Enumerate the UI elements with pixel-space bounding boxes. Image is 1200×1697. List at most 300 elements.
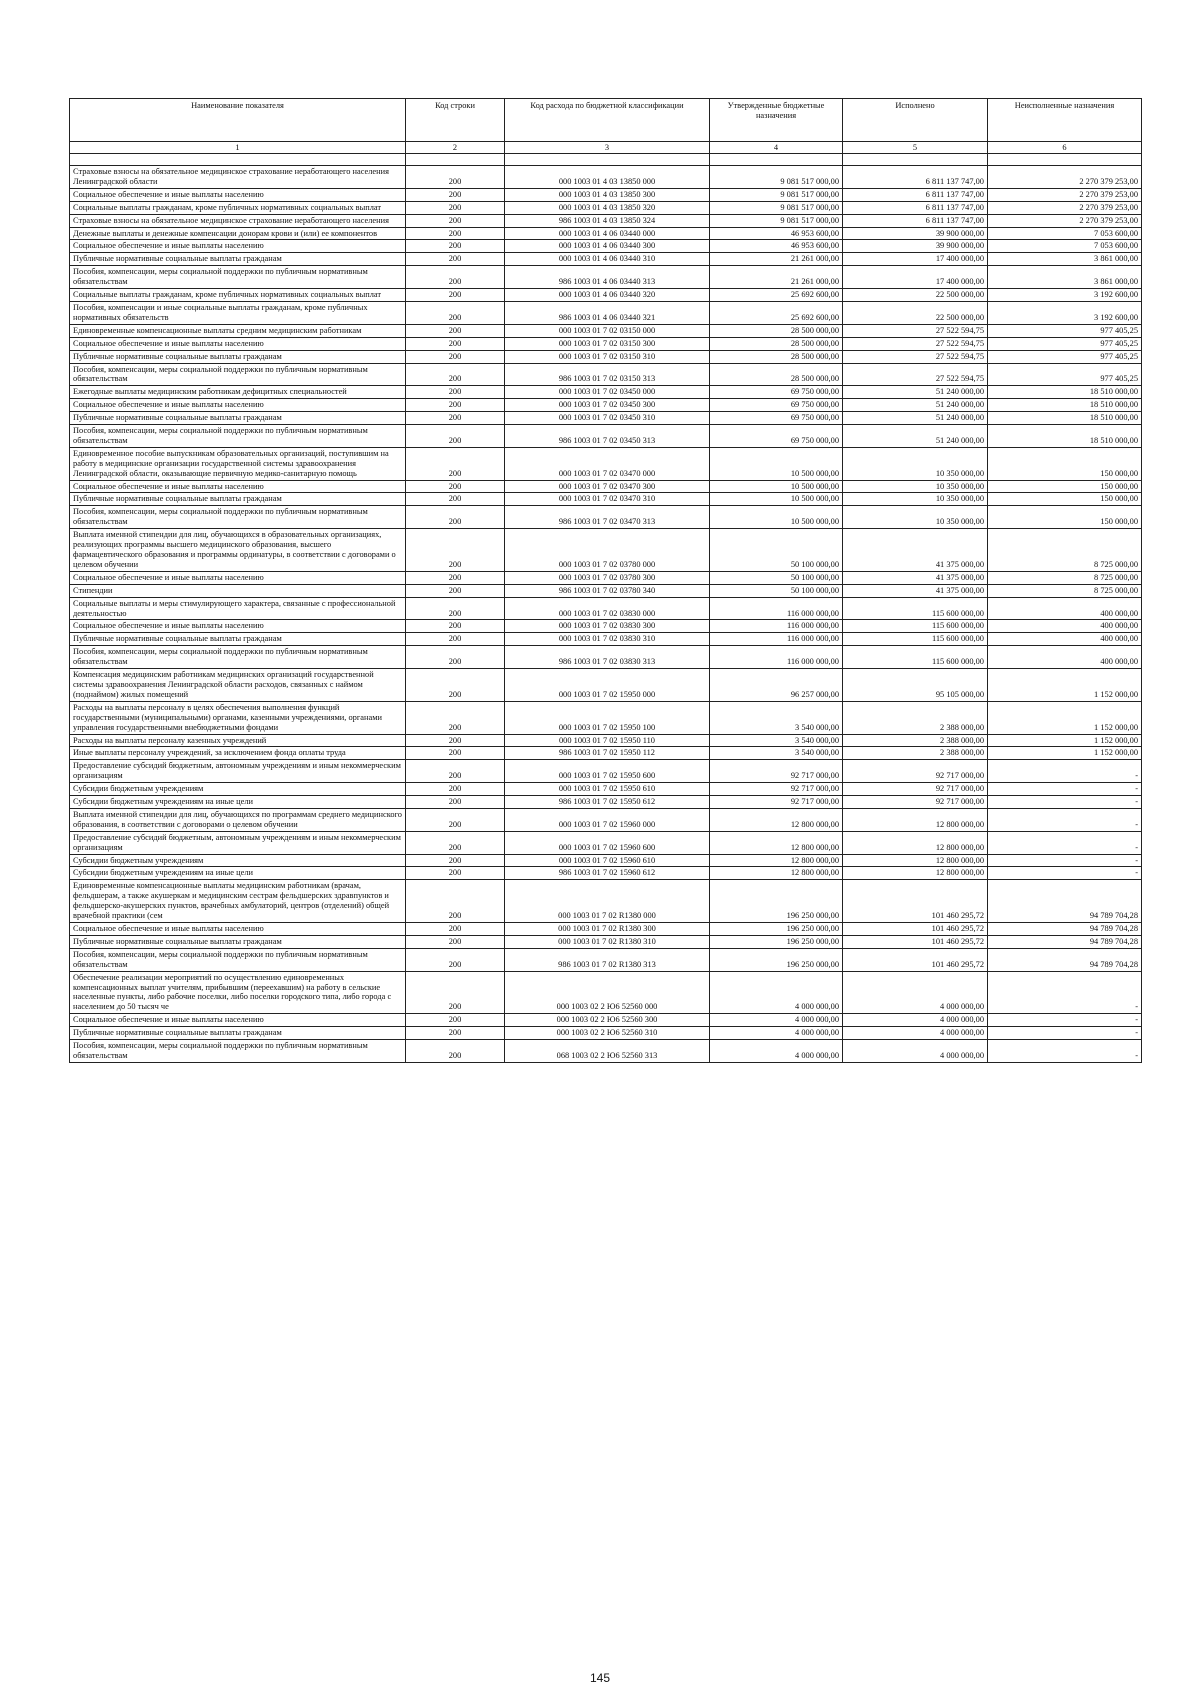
unexecuted-amount: 2 270 379 253,00 [988, 188, 1142, 201]
table-row [70, 201, 1142, 214]
executed-amount: 2 388 000,00 [843, 701, 988, 734]
unexecuted-amount: - [988, 1040, 1142, 1063]
approved-amount: 3 540 000,00 [710, 734, 843, 747]
classification-code: 000 1003 01 7 02 03780 000 [505, 529, 710, 572]
executed-amount: 92 717 000,00 [843, 760, 988, 783]
unexecuted-amount: - [988, 783, 1142, 796]
indicator-name: Единовременные компенсационные выплаты медицинским работникам (врачам, фельдшерам, а также акушеркам и медицинским сестрам фельдшерских здравпунктов и фельдшерско-акушерских пунктов, врачебных амбулаторий, центров (отделений) общей врачебной практики (сем [70, 880, 406, 923]
approved-amount: 12 800 000,00 [710, 854, 843, 867]
approved-amount: 4 000 000,00 [710, 1027, 843, 1040]
approved-amount: 116 000 000,00 [710, 633, 843, 646]
unexecuted-amount: 150 000,00 [988, 493, 1142, 506]
unexecuted-amount: 3 861 000,00 [988, 253, 1142, 266]
table-row [70, 760, 1142, 783]
table-row [70, 747, 1142, 760]
classification-code: 000 1003 01 4 03 13850 000 [505, 166, 710, 189]
line-code: 200 [406, 1014, 505, 1027]
executed-amount: 4 000 000,00 [843, 1040, 988, 1063]
header-line-code: Код строки [406, 99, 505, 142]
line-code: 200 [406, 227, 505, 240]
executed-amount: 41 375 000,00 [843, 529, 988, 572]
approved-amount: 4 000 000,00 [710, 1014, 843, 1027]
unexecuted-amount: - [988, 867, 1142, 880]
indicator-name: Ежегодные выплаты медицинским работникам дефицитных специальностей [70, 386, 406, 399]
approved-amount: 9 081 517 000,00 [710, 166, 843, 189]
approved-amount: 50 100 000,00 [710, 529, 843, 572]
table-row [70, 337, 1142, 350]
executed-amount: 27 522 594,75 [843, 363, 988, 386]
executed-amount: 27 522 594,75 [843, 350, 988, 363]
executed-amount: 4 000 000,00 [843, 1014, 988, 1027]
line-code: 200 [406, 948, 505, 971]
approved-amount: 50 100 000,00 [710, 571, 843, 584]
table-row [70, 633, 1142, 646]
unexecuted-amount: - [988, 1014, 1142, 1027]
table-row [70, 701, 1142, 734]
approved-amount: 196 250 000,00 [710, 935, 843, 948]
unexecuted-amount: 400 000,00 [988, 597, 1142, 620]
line-code: 200 [406, 214, 505, 227]
executed-amount: 12 800 000,00 [843, 854, 988, 867]
table-row [70, 227, 1142, 240]
line-code: 200 [406, 337, 505, 350]
approved-amount: 12 800 000,00 [710, 867, 843, 880]
table-row [70, 363, 1142, 386]
line-code: 200 [406, 808, 505, 831]
indicator-name: Пособия, компенсации, меры социальной поддержки по публичным нормативным обязательствам [70, 1040, 406, 1063]
line-code: 200 [406, 597, 505, 620]
line-code: 200 [406, 412, 505, 425]
classification-code: 986 1003 01 7 02 03830 313 [505, 646, 710, 669]
line-code: 200 [406, 747, 505, 760]
executed-amount: 22 500 000,00 [843, 301, 988, 324]
classification-code: 986 1003 01 7 02 R1380 313 [505, 948, 710, 971]
executed-amount: 6 811 137 747,00 [843, 188, 988, 201]
line-code: 200 [406, 201, 505, 214]
indicator-name: Социальные выплаты и меры стимулирующего характера, связанные с профессиональной деятельностью [70, 597, 406, 620]
unexecuted-amount: 1 152 000,00 [988, 734, 1142, 747]
indicator-name: Социальные выплаты гражданам, кроме публичных нормативных социальных выплат [70, 201, 406, 214]
table-row [70, 188, 1142, 201]
table-row [70, 350, 1142, 363]
line-code: 200 [406, 289, 505, 302]
table-row [70, 506, 1142, 529]
classification-code: 000 1003 01 4 06 03440 000 [505, 227, 710, 240]
unexecuted-amount: 3 861 000,00 [988, 266, 1142, 289]
unexecuted-amount: - [988, 808, 1142, 831]
table-row [70, 240, 1142, 253]
indicator-name: Расходы на выплаты персоналу в целях обеспечения выполнения функций государственными (муниципальными) органами, казенными учреждениями, органами управления государственными внебюджетными фондами [70, 701, 406, 734]
approved-amount: 116 000 000,00 [710, 646, 843, 669]
approved-amount: 28 500 000,00 [710, 350, 843, 363]
unexecuted-amount: 18 510 000,00 [988, 425, 1142, 448]
line-code: 200 [406, 188, 505, 201]
unexecuted-amount: - [988, 1027, 1142, 1040]
indicator-name: Компенсация медицинским работникам медицинских организаций государственной системы здравоохранения Ленинградской области расходов, связанных с наймом (поднаймом) жилых помещений [70, 669, 406, 702]
executed-amount: 101 460 295,72 [843, 935, 988, 948]
approved-amount: 116 000 000,00 [710, 620, 843, 633]
executed-amount: 22 500 000,00 [843, 289, 988, 302]
executed-amount: 92 717 000,00 [843, 783, 988, 796]
executed-amount: 51 240 000,00 [843, 412, 988, 425]
approved-amount: 69 750 000,00 [710, 386, 843, 399]
approved-amount: 10 500 000,00 [710, 480, 843, 493]
column-number: 4 [710, 142, 843, 154]
indicator-name: Денежные выплаты и денежные компенсации донорам крови и (или) ее компонентов [70, 227, 406, 240]
table-row [70, 971, 1142, 1014]
unexecuted-amount: 94 789 704,28 [988, 935, 1142, 948]
classification-code: 068 1003 02 2 Ю6 52560 313 [505, 1040, 710, 1063]
line-code: 200 [406, 363, 505, 386]
executed-amount: 17 400 000,00 [843, 266, 988, 289]
classification-code: 000 1003 01 7 02 R1380 000 [505, 880, 710, 923]
unexecuted-amount: - [988, 760, 1142, 783]
table-row [70, 493, 1142, 506]
unexecuted-amount: 18 510 000,00 [988, 399, 1142, 412]
table-row [70, 425, 1142, 448]
unexecuted-amount: 7 053 600,00 [988, 227, 1142, 240]
classification-code: 986 1003 01 7 02 15950 112 [505, 747, 710, 760]
executed-amount: 6 811 137 747,00 [843, 166, 988, 189]
executed-amount: 12 800 000,00 [843, 867, 988, 880]
classification-code: 000 1003 01 7 02 03450 000 [505, 386, 710, 399]
table-row [70, 301, 1142, 324]
classification-code: 000 1003 01 7 02 03150 000 [505, 324, 710, 337]
approved-amount: 196 250 000,00 [710, 880, 843, 923]
executed-amount: 17 400 000,00 [843, 253, 988, 266]
executed-amount: 101 460 295,72 [843, 948, 988, 971]
line-code: 200 [406, 493, 505, 506]
indicator-name: Социальное обеспечение и иные выплаты населению [70, 337, 406, 350]
column-number: 3 [505, 142, 710, 154]
line-code: 200 [406, 760, 505, 783]
table-row [70, 386, 1142, 399]
classification-code: 000 1003 01 7 02 15950 610 [505, 783, 710, 796]
unexecuted-amount: 2 270 379 253,00 [988, 166, 1142, 189]
unexecuted-amount: 400 000,00 [988, 633, 1142, 646]
line-code: 200 [406, 734, 505, 747]
column-number: 5 [843, 142, 988, 154]
approved-amount: 3 540 000,00 [710, 701, 843, 734]
approved-amount: 12 800 000,00 [710, 808, 843, 831]
classification-code: 000 1003 02 2 Ю6 52560 310 [505, 1027, 710, 1040]
executed-amount: 41 375 000,00 [843, 584, 988, 597]
executed-amount: 10 350 000,00 [843, 447, 988, 480]
table-body [70, 166, 1142, 1063]
unexecuted-amount: 2 270 379 253,00 [988, 201, 1142, 214]
classification-code: 000 1003 01 7 02 15960 600 [505, 831, 710, 854]
approved-amount: 4 000 000,00 [710, 1040, 843, 1063]
table-row [70, 214, 1142, 227]
classification-code: 000 1003 01 7 02 03450 300 [505, 399, 710, 412]
approved-amount: 4 000 000,00 [710, 971, 843, 1014]
line-code: 200 [406, 480, 505, 493]
classification-code: 000 1003 02 2 Ю6 52560 300 [505, 1014, 710, 1027]
table-row [70, 646, 1142, 669]
header-unexecuted: Неисполненные назначения [988, 99, 1142, 142]
indicator-name: Предоставление субсидий бюджетным, автономным учреждениям и иным некоммерческим организациям [70, 831, 406, 854]
header-spacer-row [70, 154, 1142, 166]
line-code: 200 [406, 831, 505, 854]
column-number: 2 [406, 142, 505, 154]
column-number: 1 [70, 142, 406, 154]
line-code: 200 [406, 584, 505, 597]
unexecuted-amount: 8 725 000,00 [988, 584, 1142, 597]
classification-code: 986 1003 01 7 02 03470 313 [505, 506, 710, 529]
approved-amount: 196 250 000,00 [710, 948, 843, 971]
approved-amount: 46 953 600,00 [710, 227, 843, 240]
line-code: 200 [406, 646, 505, 669]
approved-amount: 46 953 600,00 [710, 240, 843, 253]
line-code: 200 [406, 854, 505, 867]
unexecuted-amount: 1 152 000,00 [988, 701, 1142, 734]
table-row [70, 253, 1142, 266]
indicator-name: Публичные нормативные социальные выплаты гражданам [70, 412, 406, 425]
table-row [70, 529, 1142, 572]
unexecuted-amount: 400 000,00 [988, 646, 1142, 669]
line-code: 200 [406, 447, 505, 480]
approved-amount: 69 750 000,00 [710, 399, 843, 412]
indicator-name: Пособия, компенсации, меры социальной поддержки по публичным нормативным обязательствам [70, 266, 406, 289]
unexecuted-amount: 150 000,00 [988, 506, 1142, 529]
unexecuted-amount: 977 405,25 [988, 363, 1142, 386]
executed-amount: 51 240 000,00 [843, 425, 988, 448]
header-executed: Исполнено [843, 99, 988, 142]
indicator-name: Социальное обеспечение и иные выплаты населению [70, 188, 406, 201]
line-code: 200 [406, 620, 505, 633]
unexecuted-amount: 18 510 000,00 [988, 386, 1142, 399]
table-row [70, 734, 1142, 747]
approved-amount: 9 081 517 000,00 [710, 214, 843, 227]
unexecuted-amount: 3 192 600,00 [988, 289, 1142, 302]
line-code: 200 [406, 324, 505, 337]
indicator-name: Субсидии бюджетным учреждениям на иные цели [70, 867, 406, 880]
classification-code: 000 1003 01 7 02 R1380 310 [505, 935, 710, 948]
line-code: 200 [406, 880, 505, 923]
unexecuted-amount: - [988, 971, 1142, 1014]
approved-amount: 10 500 000,00 [710, 506, 843, 529]
line-code: 200 [406, 701, 505, 734]
table-row [70, 831, 1142, 854]
classification-code: 986 1003 01 7 02 03150 313 [505, 363, 710, 386]
approved-amount: 9 081 517 000,00 [710, 201, 843, 214]
line-code: 200 [406, 971, 505, 1014]
unexecuted-amount: 8 725 000,00 [988, 529, 1142, 572]
indicator-name: Социальное обеспечение и иные выплаты населению [70, 1014, 406, 1027]
indicator-name: Социальное обеспечение и иные выплаты населению [70, 620, 406, 633]
executed-amount: 115 600 000,00 [843, 633, 988, 646]
line-code: 200 [406, 386, 505, 399]
classification-code: 000 1003 01 7 02 15950 100 [505, 701, 710, 734]
executed-amount: 101 460 295,72 [843, 923, 988, 936]
classification-code: 986 1003 01 7 02 03780 340 [505, 584, 710, 597]
classification-code: 000 1003 01 7 02 15960 610 [505, 854, 710, 867]
indicator-name: Социальное обеспечение и иные выплаты населению [70, 399, 406, 412]
indicator-name: Публичные нормативные социальные выплаты гражданам [70, 350, 406, 363]
executed-amount: 51 240 000,00 [843, 386, 988, 399]
line-code: 200 [406, 669, 505, 702]
line-code: 200 [406, 867, 505, 880]
classification-code: 986 1003 01 4 06 03440 321 [505, 301, 710, 324]
table-row [70, 584, 1142, 597]
line-code: 200 [406, 301, 505, 324]
classification-code: 000 1003 01 7 02 15950 000 [505, 669, 710, 702]
executed-amount: 27 522 594,75 [843, 337, 988, 350]
executed-amount: 39 900 000,00 [843, 240, 988, 253]
unexecuted-amount: 977 405,25 [988, 324, 1142, 337]
unexecuted-amount: 1 152 000,00 [988, 747, 1142, 760]
classification-code: 000 1003 01 4 06 03440 300 [505, 240, 710, 253]
classification-code: 000 1003 01 4 06 03440 320 [505, 289, 710, 302]
indicator-name: Обеспечение реализации мероприятий по осуществлению единовременных компенсационных выплат учителям, прибывшим (переехавшим) на работу в сельские населенные пункты, либо рабочие поселки, либо поселки городского типа, либо города с населением до 50 тысяч че [70, 971, 406, 1014]
indicator-name: Субсидии бюджетным учреждениям на иные цели [70, 796, 406, 809]
indicator-name: Публичные нормативные социальные выплаты гражданам [70, 1027, 406, 1040]
approved-amount: 116 000 000,00 [710, 597, 843, 620]
executed-amount: 51 240 000,00 [843, 399, 988, 412]
unexecuted-amount: 94 789 704,28 [988, 948, 1142, 971]
unexecuted-amount: 8 725 000,00 [988, 571, 1142, 584]
classification-code: 000 1003 01 7 02 03150 300 [505, 337, 710, 350]
indicator-name: Пособия, компенсации, меры социальной поддержки по публичным нормативным обязательствам [70, 948, 406, 971]
classification-code: 000 1003 01 7 02 R1380 300 [505, 923, 710, 936]
approved-amount: 3 540 000,00 [710, 747, 843, 760]
line-code: 200 [406, 350, 505, 363]
classification-code: 000 1003 01 7 02 15950 600 [505, 760, 710, 783]
line-code: 200 [406, 923, 505, 936]
approved-amount: 96 257 000,00 [710, 669, 843, 702]
indicator-name: Иные выплаты персоналу учреждений, за исключением фонда оплаты труда [70, 747, 406, 760]
unexecuted-amount: - [988, 854, 1142, 867]
line-code: 200 [406, 529, 505, 572]
line-code: 200 [406, 571, 505, 584]
executed-amount: 10 350 000,00 [843, 506, 988, 529]
unexecuted-amount: 150 000,00 [988, 480, 1142, 493]
executed-amount: 10 350 000,00 [843, 493, 988, 506]
table-row [70, 480, 1142, 493]
table-row [70, 571, 1142, 584]
indicator-name: Публичные нормативные социальные выплаты гражданам [70, 935, 406, 948]
approved-amount: 21 261 000,00 [710, 266, 843, 289]
approved-amount: 69 750 000,00 [710, 412, 843, 425]
line-code: 200 [406, 253, 505, 266]
line-code: 200 [406, 240, 505, 253]
indicator-name: Пособия, компенсации, меры социальной поддержки по публичным нормативным обязательствам [70, 363, 406, 386]
line-code: 200 [406, 935, 505, 948]
executed-amount: 12 800 000,00 [843, 808, 988, 831]
approved-amount: 28 500 000,00 [710, 363, 843, 386]
classification-code: 000 1003 01 4 06 03440 310 [505, 253, 710, 266]
executed-amount: 6 811 137 747,00 [843, 214, 988, 227]
classification-code: 000 1003 02 2 Ю6 52560 000 [505, 971, 710, 1014]
indicator-name: Социальное обеспечение и иные выплаты населению [70, 923, 406, 936]
classification-code: 986 1003 01 7 02 15960 612 [505, 867, 710, 880]
classification-code: 000 1003 01 7 02 03150 310 [505, 350, 710, 363]
table-row [70, 948, 1142, 971]
header-indicator-name: Наименование показателя [70, 99, 406, 142]
unexecuted-amount: 18 510 000,00 [988, 412, 1142, 425]
unexecuted-amount: 94 789 704,28 [988, 923, 1142, 936]
executed-amount: 4 000 000,00 [843, 971, 988, 1014]
classification-code: 986 1003 01 7 02 15950 612 [505, 796, 710, 809]
table-row [70, 867, 1142, 880]
line-code: 200 [406, 425, 505, 448]
classification-code: 000 1003 01 4 03 13850 320 [505, 201, 710, 214]
executed-amount: 27 522 594,75 [843, 324, 988, 337]
indicator-name: Предоставление субсидий бюджетным, автономным учреждениям и иным некоммерческим организациям [70, 760, 406, 783]
header-budget-classification-code: Код расхода по бюджетной классификации [505, 99, 710, 142]
line-code: 200 [406, 399, 505, 412]
approved-amount: 92 717 000,00 [710, 783, 843, 796]
table-row [70, 1014, 1142, 1027]
unexecuted-amount: 977 405,25 [988, 337, 1142, 350]
indicator-name: Страховые взносы на обязательное медицинское страхование неработающего населения Ленинградской области [70, 166, 406, 189]
executed-amount: 12 800 000,00 [843, 831, 988, 854]
indicator-name: Выплата именной стипендии для лиц, обучающихся по программам среднего медицинского образования, в соответствии с договорами о целевом обучении [70, 808, 406, 831]
executed-amount: 2 388 000,00 [843, 734, 988, 747]
executed-amount: 101 460 295,72 [843, 880, 988, 923]
indicator-name: Социальное обеспечение и иные выплаты населению [70, 571, 406, 584]
approved-amount: 12 800 000,00 [710, 831, 843, 854]
table-row [70, 166, 1142, 189]
indicator-name: Субсидии бюджетным учреждениям [70, 854, 406, 867]
classification-code: 000 1003 01 7 02 03780 300 [505, 571, 710, 584]
approved-amount: 25 692 600,00 [710, 289, 843, 302]
unexecuted-amount: 400 000,00 [988, 620, 1142, 633]
indicator-name: Социальное обеспечение и иные выплаты населению [70, 240, 406, 253]
unexecuted-amount: - [988, 831, 1142, 854]
indicator-name: Социальные выплаты гражданам, кроме публичных нормативных социальных выплат [70, 289, 406, 302]
indicator-name: Единовременное пособие выпускникам образовательных организаций, поступившим на работу в медицинские организации государственной системы здравоохранения Ленинградской области, оказывающие первичную медико-санитарную помощь [70, 447, 406, 480]
approved-amount: 28 500 000,00 [710, 337, 843, 350]
approved-amount: 92 717 000,00 [710, 796, 843, 809]
classification-code: 000 1003 01 7 02 03470 000 [505, 447, 710, 480]
indicator-name: Расходы на выплаты персоналу казенных учреждений [70, 734, 406, 747]
unexecuted-amount: 150 000,00 [988, 447, 1142, 480]
table-row [70, 597, 1142, 620]
table-row [70, 289, 1142, 302]
line-code: 200 [406, 1027, 505, 1040]
classification-code: 000 1003 01 7 02 15950 110 [505, 734, 710, 747]
classification-code: 000 1003 01 7 02 03450 310 [505, 412, 710, 425]
table-row [70, 324, 1142, 337]
approved-amount: 50 100 000,00 [710, 584, 843, 597]
table-row [70, 399, 1142, 412]
approved-amount: 10 500 000,00 [710, 493, 843, 506]
indicator-name: Публичные нормативные социальные выплаты гражданам [70, 633, 406, 646]
approved-amount: 196 250 000,00 [710, 923, 843, 936]
table-row [70, 1027, 1142, 1040]
indicator-name: Стипендии [70, 584, 406, 597]
budget-execution-table [69, 98, 1142, 1063]
executed-amount: 10 350 000,00 [843, 480, 988, 493]
header-approved-budget: Утвержденные бюджетные назначения [710, 99, 843, 142]
indicator-name: Пособия, компенсации, меры социальной поддержки по публичным нормативным обязательствам [70, 425, 406, 448]
executed-amount: 2 388 000,00 [843, 747, 988, 760]
indicator-name: Единовременные компенсационные выплаты средним медицинским работникам [70, 324, 406, 337]
table-row [70, 266, 1142, 289]
unexecuted-amount: 977 405,25 [988, 350, 1142, 363]
line-code: 200 [406, 166, 505, 189]
indicator-name: Выплата именной стипендии для лиц, обучающихся в образовательных организациях, реализующих программы высшего медицинского образования, высшего фармацевтического образования и программы ординатуры, в соответствии с договорами о целевом обучении [70, 529, 406, 572]
page-number: 145 [589, 1671, 611, 1685]
table-row [70, 808, 1142, 831]
classification-code: 000 1003 01 7 02 03470 300 [505, 480, 710, 493]
unexecuted-amount: 3 192 600,00 [988, 301, 1142, 324]
indicator-name: Страховые взносы на обязательное медицинское страхование неработающего населения [70, 214, 406, 227]
executed-amount: 95 105 000,00 [843, 669, 988, 702]
classification-code: 000 1003 01 7 02 03830 300 [505, 620, 710, 633]
unexecuted-amount: - [988, 796, 1142, 809]
